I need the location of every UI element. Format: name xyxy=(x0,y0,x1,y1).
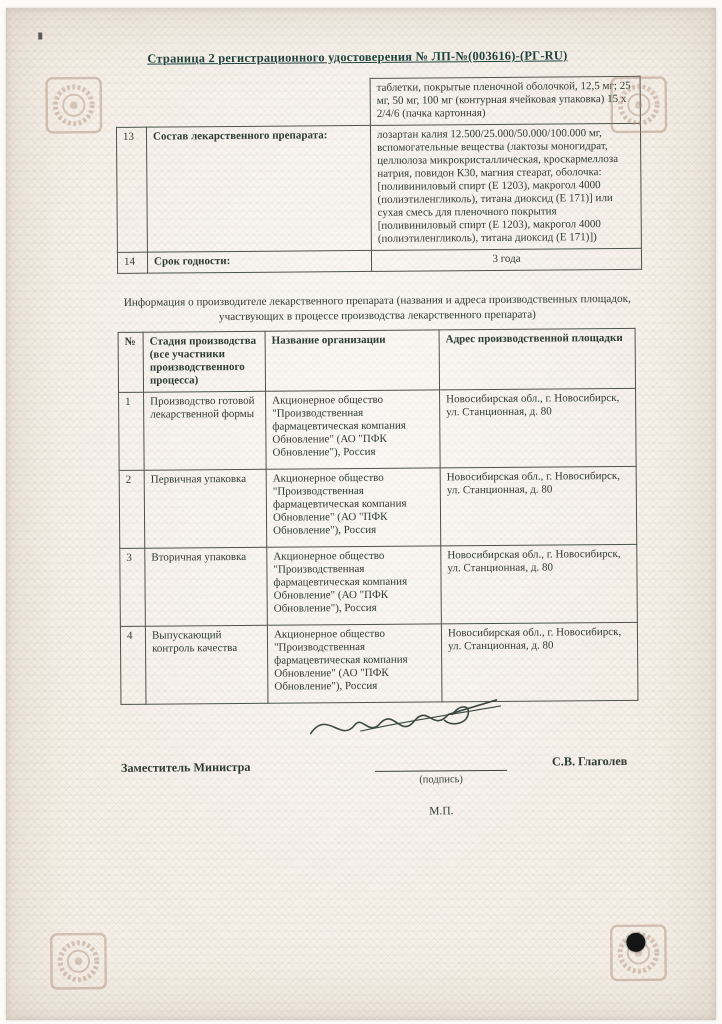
stage-cell: Производство готовой лекарственной формы xyxy=(144,391,267,470)
row-number-cell: 4 xyxy=(120,626,146,704)
corner-stamp-top-right-icon xyxy=(610,76,668,134)
handwritten-signature xyxy=(302,690,507,754)
scan-artifact xyxy=(38,32,42,39)
org-cell: Акционерное общество "Производственная фармацевтическая компания Обновление" (АО "ПФК Обновление"), Россия xyxy=(266,468,441,547)
row-number-cell: 14 xyxy=(117,252,147,273)
address-cell: Новосибирская обл., г. Новосибирск, ул. Станционная, д. 80 xyxy=(440,388,637,468)
manufacturer-info-text: Информация о производителе лекарственного препарата (названия и адреса производственных площадок, участвующих в процессе производства лекарственного препарата) xyxy=(123,292,631,323)
corner-stamp-bottom-left-icon xyxy=(49,932,107,990)
table-row xyxy=(119,466,637,548)
address-cell: Новосибирская обл., г. Новосибирск, ул. Станционная, д. 80 xyxy=(441,544,638,624)
product-details-table xyxy=(116,76,643,274)
signer-name: С.В. Глаголев xyxy=(551,753,628,769)
row-number-cell: 13 xyxy=(116,127,147,252)
header-stage-cell: Стадия производства (все участники производственного процесса) xyxy=(143,331,265,392)
corner-stamp-top-left-icon xyxy=(45,76,103,134)
signature-line xyxy=(375,770,507,772)
row-value-cell: лозартан калия 12.500/25.000/50.000/100.000 мг, вспомогательные вещества (лактозы моногидрат, целлюлоза микрокристаллическая, кроскармеллоза натрия, повидон К30, магния стеарат, оболочка: [поливиниловый спирт (Е 1203), макрогол 4000 (полиэтиленгликоль), титана диоксид (Е 171)] или сухая смесь для пленочного покрытия [поливиниловый спирт (Е 1203), макрогол 4000 (полиэтиленгликоль), титана диоксид (Е 171)]) xyxy=(370,123,641,250)
header-num-cell: № xyxy=(118,332,143,392)
table-row xyxy=(117,248,641,273)
empty-cell xyxy=(116,80,146,127)
row-value-cell: 3 года xyxy=(371,248,641,271)
stage-cell: Первичная упаковка xyxy=(144,469,267,548)
empty-cell xyxy=(146,78,370,127)
header-address-cell: Адрес производственной площадки xyxy=(439,328,635,389)
stamp-placeholder: М.П. xyxy=(429,805,454,818)
table-header-row xyxy=(118,328,635,392)
row-label-cell: Состав лекарственного препарата: xyxy=(146,125,371,251)
table-row xyxy=(120,544,638,626)
table-row xyxy=(116,76,640,127)
page-header: Страница 2 регистрационного удостоверения № ЛП-№(003616)-(РГ-RU) xyxy=(147,48,568,66)
stage-cell: Выпускающий контроль качества xyxy=(145,625,268,704)
dosage-form-continuation-cell: таблетки, покрытые пленочной оболочкой, 12,5 мг; 25 мг, 50 мг, 100 мг (контурная ячейковая упаковка) 15 х 2/4/6 (пачка картонная) xyxy=(370,76,640,125)
row-number-cell: 2 xyxy=(119,470,145,548)
org-cell: Акционерное общество "Производственная фармацевтическая компания Обновление" (АО "ПФК Обновление"), Россия xyxy=(267,546,442,625)
table-row xyxy=(116,123,641,252)
address-cell: Новосибирская обл., г. Новосибирск, ул. Станционная, д. 80 xyxy=(440,466,637,546)
manufacturers-table xyxy=(118,328,639,705)
row-number-cell: 3 xyxy=(120,548,146,626)
scanned-certificate-page xyxy=(6,8,716,1020)
signer-title: Заместитель Министра xyxy=(120,759,251,775)
stage-cell: Вторичная упаковка xyxy=(145,547,268,626)
row-label-cell: Срок годности: xyxy=(147,250,371,273)
org-cell: Акционерное общество "Производственная фармацевтическая компания Обновление" (АО "ПФК Обновление"), Россия xyxy=(267,624,442,703)
page-content xyxy=(2,5,720,1023)
signature-caption: (подпись) xyxy=(419,774,463,786)
header-org-cell: Название организации xyxy=(265,330,439,391)
row-number-cell: 1 xyxy=(119,392,145,470)
table-row xyxy=(119,388,637,470)
address-cell: Новосибирская обл., г. Новосибирск, ул. Станционная, д. 80 xyxy=(441,622,638,702)
org-cell: Акционерное общество "Производственная фармацевтическая компания Обновление" (АО "ПФК Обновление"), Россия xyxy=(266,390,441,469)
ink-dot-icon xyxy=(626,933,645,952)
